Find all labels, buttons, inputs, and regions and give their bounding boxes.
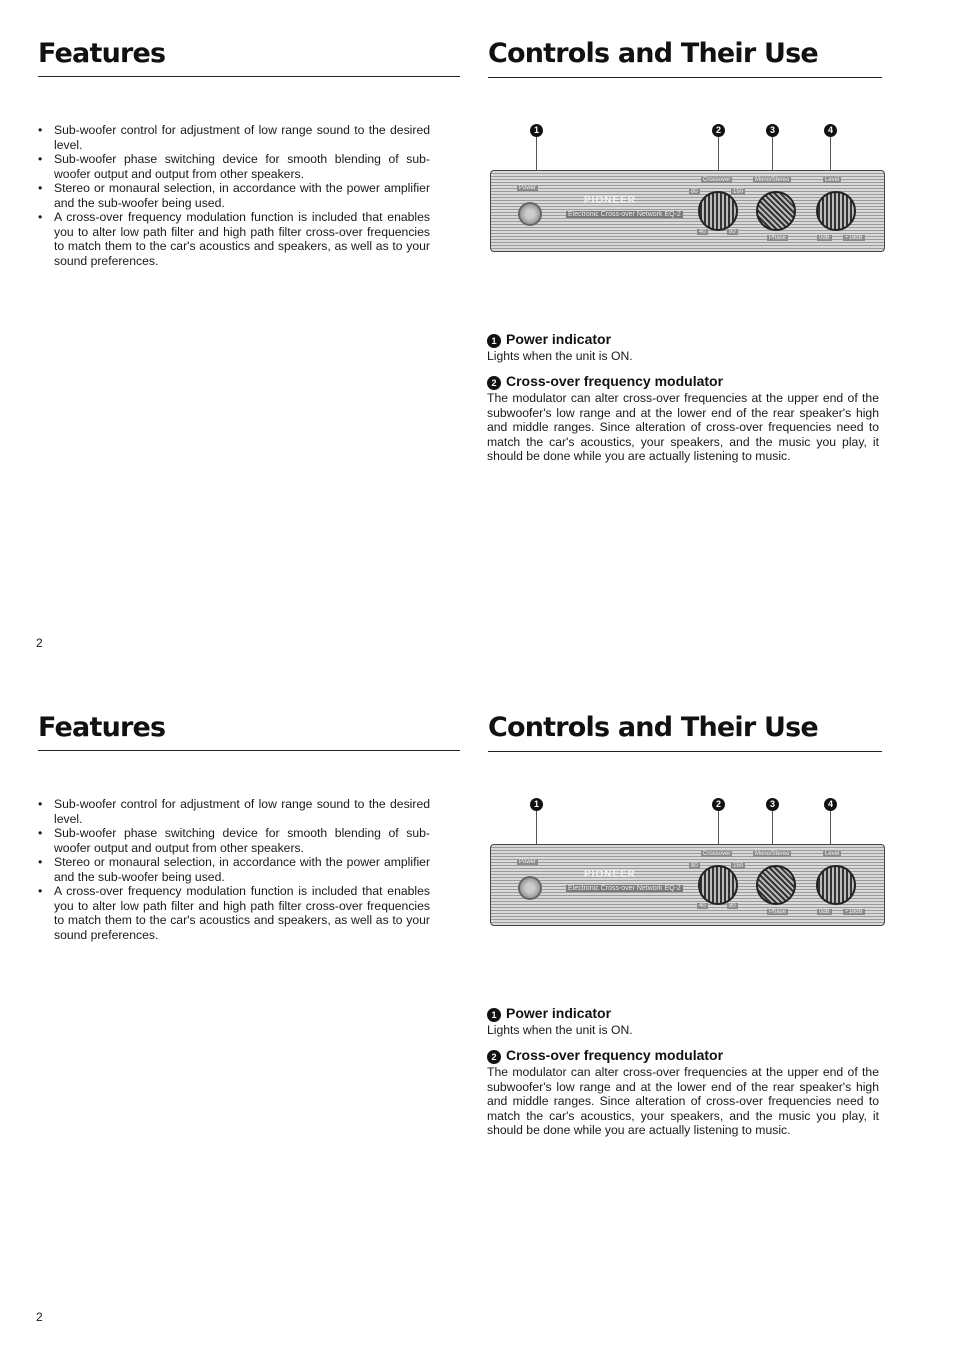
freq-label: 150 xyxy=(733,189,744,195)
section-body: The modulator can alter cross-over frequencies at the upper end of the subwoofer's low range and at the lower end of the rear speaker's high and middle ranges. Since alteration of cross-over frequencies need to match the car's acoustics, your speakers, and the music you play, it should be done while you are actually listening to music. xyxy=(487,391,879,463)
callout-4: 4 xyxy=(824,124,837,137)
power-label: Power xyxy=(519,859,537,865)
feature-item: • Stereo or monaural selection, in accordance with the power amplifier and the sub-woofer being used. xyxy=(38,855,430,884)
crossover-knob-icon xyxy=(698,865,738,905)
crossover-label: Crossover xyxy=(703,851,731,857)
section-power-indicator xyxy=(487,331,879,364)
freq-label: 80 xyxy=(729,903,736,909)
page-number: 2 xyxy=(36,636,43,650)
section-body: The modulator can alter cross-over frequencies at the upper end of the subwoofer's low range and at the lower end of the rear speaker's high and middle ranges. Since alteration of cross-over frequencies need to match the car's acoustics, your speakers, and the music you play, it should be done while you are actually listening to music. xyxy=(487,1065,879,1137)
callout-2: 2 xyxy=(712,798,725,811)
section-title-text: Power indicator xyxy=(506,331,612,347)
freq-label: 40 xyxy=(699,903,706,909)
number-badge: 2 xyxy=(487,1050,501,1064)
section-body: Lights when the unit is ON. xyxy=(487,349,633,363)
brand-logo: PIONEER xyxy=(584,869,637,880)
feature-item: • A cross-over frequency modulation function is included that enables you to alter low path filter and high path filter cross-over frequencies to match them to the car's acoustics and speakers, as well as to your sound preferences. xyxy=(38,884,430,942)
section-title xyxy=(487,1047,879,1064)
feature-item: • Sub-woofer phase switching device for smooth blending of sub-woofer output and output from other speakers. xyxy=(38,152,430,181)
section-crossover-modulator xyxy=(487,373,879,464)
heading-rule xyxy=(38,750,460,751)
level-max-label: +18dB xyxy=(845,235,863,241)
feature-item: • Sub-woofer control for adjustment of low range sound to the desired level. xyxy=(38,797,430,826)
manual-page-1 xyxy=(0,0,954,674)
level-label: Level xyxy=(825,177,840,183)
level-knob-icon xyxy=(816,865,856,905)
number-badge: 2 xyxy=(487,376,501,390)
control-panel-figure xyxy=(488,796,884,928)
features-list xyxy=(38,797,430,942)
amplifier-panel xyxy=(490,844,885,926)
features-heading: Features xyxy=(38,712,166,743)
callout-4: 4 xyxy=(824,798,837,811)
level-min-label: 0dB xyxy=(819,235,830,241)
freq-label: 80 xyxy=(691,863,698,869)
brand-logo: PIONEER xyxy=(584,195,637,206)
features-list xyxy=(38,123,430,268)
feature-item: • Stereo or monaural selection, in accordance with the power amplifier and the sub-woofer being used. xyxy=(38,181,430,210)
manual-page-2 xyxy=(0,674,954,1348)
power-indicator-icon xyxy=(518,202,542,226)
number-badge: 1 xyxy=(487,334,501,348)
section-body: Lights when the unit is ON. xyxy=(487,1023,633,1037)
crossover-knob-icon xyxy=(698,191,738,231)
phase-label: Phase xyxy=(769,909,787,915)
phase-knob-icon xyxy=(756,191,796,231)
amplifier-panel xyxy=(490,170,885,252)
phase-label: Phase xyxy=(769,235,787,241)
heading-rule xyxy=(38,76,460,77)
level-label: Level xyxy=(825,851,840,857)
feature-item: • A cross-over frequency modulation function is included that enables you to alter low path filter and high path filter cross-over frequencies to match them to the car's acoustics and speakers, as well as to your sound preferences. xyxy=(38,210,430,268)
heading-rule xyxy=(488,751,882,752)
mono-stereo-label: Mono/Stereo xyxy=(755,851,790,857)
number-badge: 1 xyxy=(487,1008,501,1022)
feature-item: • Sub-woofer control for adjustment of low range sound to the desired level. xyxy=(38,123,430,152)
power-label: Power xyxy=(519,185,537,191)
callout-3: 3 xyxy=(766,124,779,137)
power-indicator-icon xyxy=(518,876,542,900)
feature-item: • Sub-woofer phase switching device for smooth blending of sub-woofer output and output from other speakers. xyxy=(38,826,430,855)
freq-label: 80 xyxy=(729,229,736,235)
features-heading: Features xyxy=(38,38,166,69)
heading-rule xyxy=(488,77,882,78)
freq-label: 80 xyxy=(691,189,698,195)
section-title-text: Cross-over frequency modulator xyxy=(506,373,724,389)
model-label: Electronic Cross-over Network EQ-2 xyxy=(568,211,681,218)
model-label: Electronic Cross-over Network EQ-2 xyxy=(568,885,681,892)
controls-heading: Controls and Their Use xyxy=(488,712,818,743)
section-power-indicator xyxy=(487,1005,879,1038)
section-title xyxy=(487,1005,879,1022)
callout-3: 3 xyxy=(766,798,779,811)
page-number: 2 xyxy=(36,1310,43,1324)
section-title-text: Cross-over frequency modulator xyxy=(506,1047,724,1063)
level-knob-icon xyxy=(816,191,856,231)
section-title xyxy=(487,331,879,348)
section-title-text: Power indicator xyxy=(506,1005,612,1021)
freq-label: 150 xyxy=(733,863,744,869)
phase-knob-icon xyxy=(756,865,796,905)
level-max-label: +18dB xyxy=(845,909,863,915)
section-crossover-modulator xyxy=(487,1047,879,1138)
callout-1: 1 xyxy=(530,798,543,811)
callout-2: 2 xyxy=(712,124,725,137)
controls-heading: Controls and Their Use xyxy=(488,38,818,69)
section-title xyxy=(487,373,879,390)
level-min-label: 0dB xyxy=(819,909,830,915)
callout-1: 1 xyxy=(530,124,543,137)
mono-stereo-label: Mono/Stereo xyxy=(755,177,790,183)
control-panel-figure xyxy=(488,122,884,254)
freq-label: 40 xyxy=(699,229,706,235)
crossover-label: Crossover xyxy=(703,177,731,183)
